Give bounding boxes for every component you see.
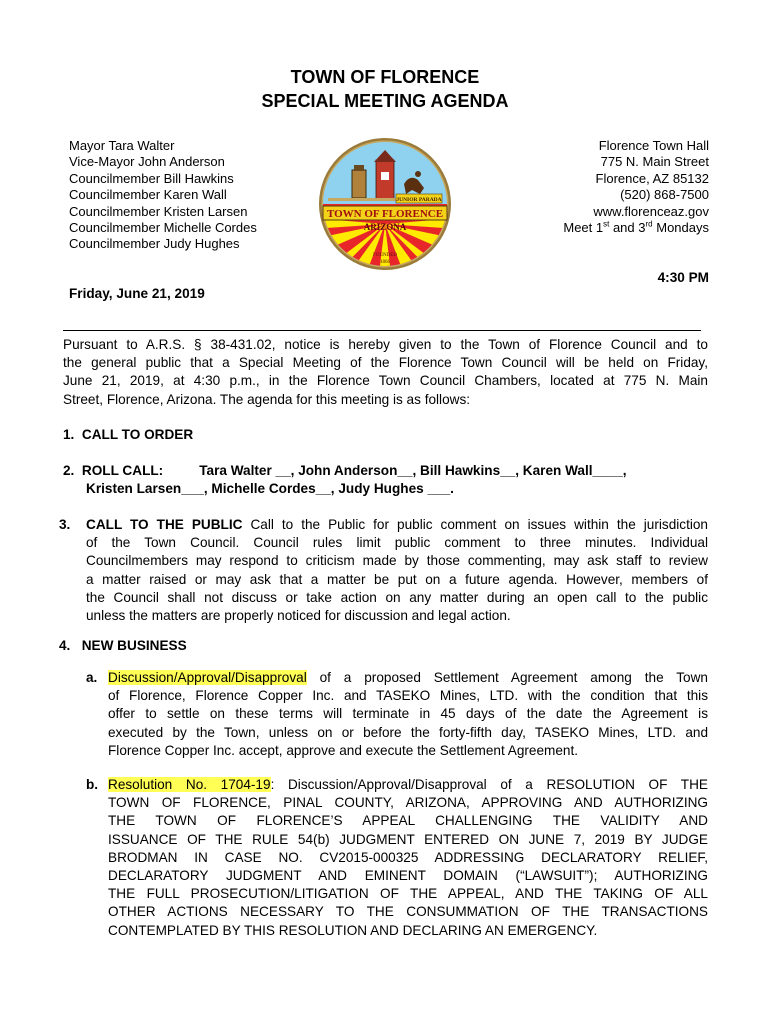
meeting-time: 4:30 PM <box>657 270 709 285</box>
council-member: Councilmember Michelle Cordes <box>69 220 257 236</box>
item-4a-letter: a. <box>86 670 98 685</box>
agenda-item-4: 4. NEW BUSINESS <box>59 638 187 653</box>
doc-title-line1: TOWN OF FLORENCE <box>290 67 480 87</box>
notice-paragraph: Pursuant to A.R.S. § 38-431.02, notice is hereby given to the Town of Florence Council and to the general public that a Special Meeting of the Florence Town Council will be held on Friday, June 21, 2019, at 4:30 p.m., in the Florence Town Council Chambers, located at 775 N. Main Street, Florence, Arizona. The agenda for this meeting is as follows: <box>63 337 708 407</box>
agenda-item-3: CALL TO THE PUBLIC Call to the Public for public comment on issues within the jurisdiction of the Town Council. Council rules limit public comment to three minutes. Individual Councilmembers may respond to criticism made by those commenting, may ask staff to review a matter raised or may ask that a matter be put on a future agenda. However, members of the Council shall not discuss or take action on any matter during an open call to the public unless the matters are properly noticed for discussion and legal action. <box>86 517 708 624</box>
item-4a: Discussion/Approval/Disapproval of a proposed Settlement Agreement among the Town of Florence, Florence Copper Inc. and TASEKO Mines, LTD. with the condition that this offer to settle on these terms will terminate in 45 days of the date the Agreement is executed by the Town, unless on or before the forty-fifth day, TASEKO Mines, LTD. and Florence Copper Inc. accept, approve and execute the Settlement Agreement. <box>108 670 708 758</box>
item-4b-letter: b. <box>86 777 99 792</box>
website: www.florenceaz.gov <box>593 203 709 219</box>
street-address: 775 N. Main Street <box>600 154 709 170</box>
seal-ribbon-text: JUNIOR PARADA <box>396 197 442 203</box>
seal-banner-text: TOWN OF FLORENCE <box>326 208 444 220</box>
phone-number: (520) 868-7500 <box>620 187 709 203</box>
item-4b-highlight: Resolution No. 1704-19 <box>108 777 271 792</box>
seal-year-text: 1866 <box>380 260 390 265</box>
town-hall: Florence Town Hall <box>598 138 709 153</box>
header-divider <box>63 330 701 331</box>
council-member: Councilmember Judy Hughes <box>69 236 240 252</box>
meeting-schedule: Meet 1st and 3rd Mondays <box>563 219 709 236</box>
seal-founded-text: FOUNDED <box>373 253 397 258</box>
contact-block <box>563 138 709 236</box>
council-member: Vice-Mayor John Anderson <box>69 154 225 170</box>
item-4a-highlight: Discussion/Approval/Disapproval <box>108 670 307 685</box>
council-list <box>69 138 257 253</box>
agenda-item-1: 1. CALL TO ORDER <box>63 427 194 442</box>
agenda-item-3-number: 3. <box>59 517 71 532</box>
council-member: Councilmember Bill Hawkins <box>69 170 234 186</box>
agenda-item-2: 2. ROLL CALL: Tara Walter __, John Anderson__, Bill Hawkins__, Karen Wall____, Kristen Larsen___, Michelle Cordes__, Judy Hughes ___. <box>63 463 627 497</box>
council-member: Councilmember Kristen Larsen <box>69 203 248 219</box>
meeting-date: Friday, June 21, 2019 <box>69 286 205 301</box>
city-state-zip: Florence, AZ 85132 <box>595 170 709 186</box>
council-member: Councilmember Karen Wall <box>69 187 227 203</box>
council-member: Mayor Tara Walter <box>69 138 175 153</box>
doc-title-line2: SPECIAL MEETING AGENDA <box>261 91 509 111</box>
item-4b: Resolution No. 1704-19: Discussion/Approval/Disapproval of a RESOLUTION OF THE TOWN OF FLORENCE, PINAL COUNTY, ARIZONA, APPROVING AND AUTHORIZING THE TOWN OF FLORENCE’S APPEAL CHALLENGING THE VALIDITY AND ISSUANCE OF THE RULE 54(b) JUDGMENT ENTERED ON JUNE 7, 2019 BY JUDGE BRODMAN IN CASE NO. CV2015-000325 ADDRESSING DECLARATORY RELIEF, DECLARATORY JUDGMENT AND EMINENT DOMAIN (“LAWSUIT”); AUTHORIZING THE FULL PROSECUTION/LITIGATION OF THE APPEAL, AND THE TAKING OF ALL OTHER ACTIONS NECESSARY TO THE CONSUMMATION OF THE TRANSACTIONS CONTEMPLATED BY THIS RESOLUTION AND DECLARING AN EMERGENCY. <box>108 777 708 938</box>
town-seal-logo <box>318 132 452 280</box>
seal-state-text: ARIZONA <box>363 222 407 232</box>
